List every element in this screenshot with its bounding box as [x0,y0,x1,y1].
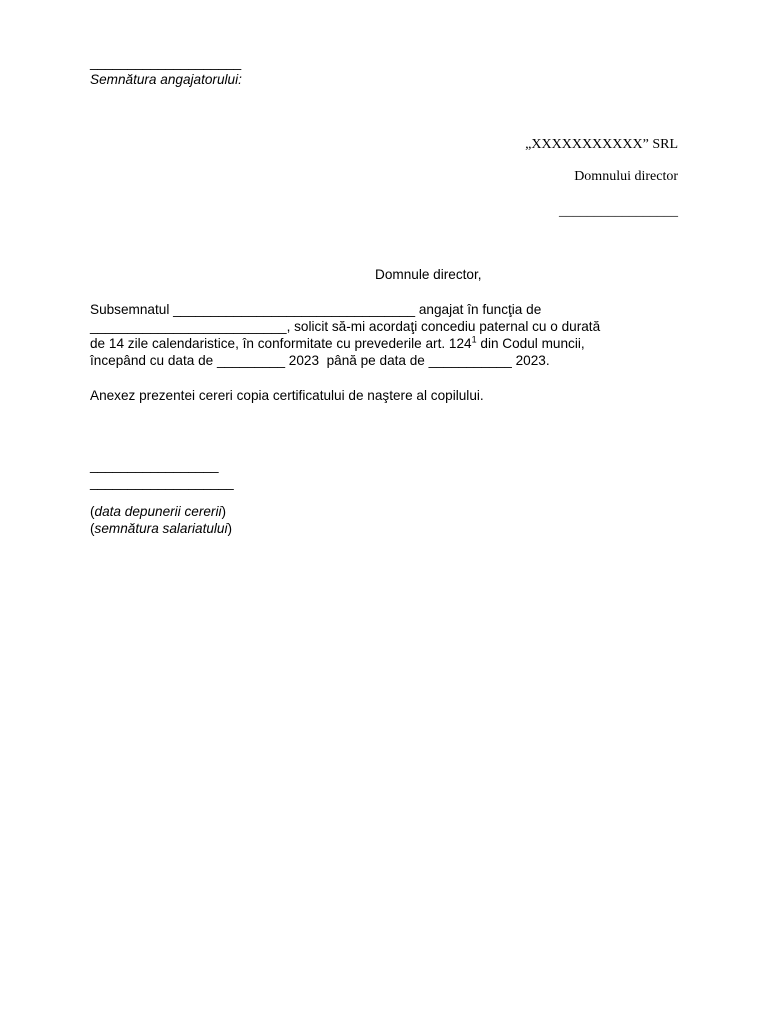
annex-statement: Anexez prezentei cereri copia certificatului de naştere al copilului. [90,388,484,403]
request-line-1: Subsemnatul ________________________________ angajat în funcţia de [90,302,542,317]
addressee-name-line: _________________ [559,204,678,219]
article-superscript: 1 [471,334,477,345]
signature-caption-label: semnătura salariatului [94,521,228,536]
employer-signature-line: ____________________ [90,55,242,70]
request-line-3-tail: din Codul muncii, [476,336,585,351]
request-line-2: __________________________, solicit să-mi acordaţi concediu paternal cu o durată [90,319,601,334]
request-line-4: începând cu data de _________ 2023 până pe data de ___________ 2023. [90,353,550,368]
addressee-title: Domnului director [574,169,678,184]
date-caption-label: data depunerii cererii [94,504,222,519]
request-line-3-text: de 14 zile calendaristice, în conformitate cu prevederile art. 124 [90,336,472,351]
employer-signature-label: Semnătura angajatorului: [90,72,242,87]
signature-caption-open: ( [90,521,95,536]
salutation: Domnule director, [375,267,482,282]
date-caption-close: ) [221,504,227,519]
signature-caption [90,520,232,537]
date-caption [90,503,226,520]
date-line: _________________ [90,458,219,473]
signature-line: ___________________ [90,475,234,490]
company-name: „XXXXXXXXXXX” SRL [525,137,678,152]
signature-caption-close: ) [227,521,233,536]
request-line-3 [90,335,650,352]
date-caption-open: ( [90,504,95,519]
request-paragraph [90,301,650,369]
